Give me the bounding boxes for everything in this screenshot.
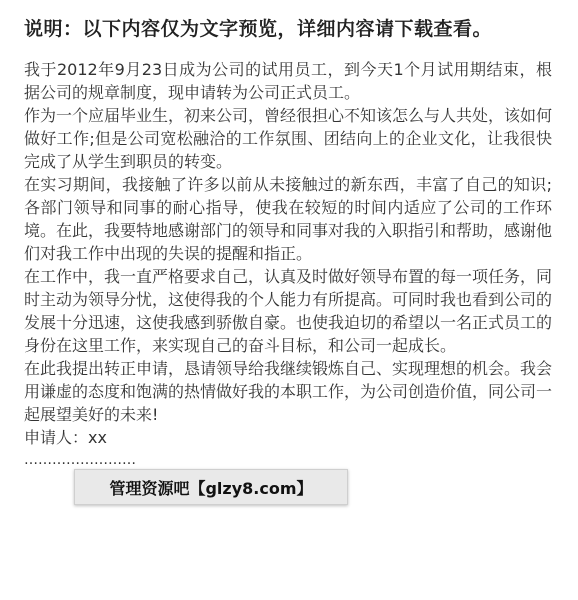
paragraph-internship-thanks: 在实习期间，我接触了许多以前从未接触过的新东西，丰富了自己的知识;各部门领导和同事的耐心指导，使我在较短的时间内适应了公司的工作环境。在此，我要特地感谢部门的领导和同事对我的入职指引和帮助，感谢他们对我工作中出现的失误的提醒和指正。	[24, 175, 553, 263]
ellipsis-separator: ……………………	[24, 452, 136, 468]
paragraph-work-performance: 在工作中，我一直严格要求自己，认真及时做好领导布置的每一项任务，同时主动为领导分忧，这使得我的个人能力有所提高。可同时我也看到公司的发展十分迅速，这使我感到骄傲自豪。也使我迫切的希望以一名正式员工的身份在这里工作，来实现自己的奋斗目标，和公司一起成长。	[24, 267, 553, 355]
paragraph-application-request: 在此我提出转正申请，恳请领导给我继续锻炼自己、实现理想的机会。我会用谦虚的态度和饱满的热情做好我的本职工作，为公司创造价值，同公司一起展望美好的未来!	[24, 359, 553, 424]
document-body	[24, 58, 552, 472]
preview-notice-heading: 说明：以下内容仅为文字预览，详细内容请下载查看。	[24, 18, 493, 40]
watermark-banner: 管理资源吧【glzy8.com】	[74, 469, 348, 505]
paragraph-graduate-transition: 作为一个应届毕业生，初来公司，曾经很担心不知该怎么与人共处，该如何做好工作;但是公司宽松融洽的工作氛围、团结向上的企业文化，让我很快完成了从学生到职员的转变。	[24, 106, 553, 171]
applicant-signature: 申请人：xx	[24, 428, 107, 447]
paragraph-probation-end: 我于2012年9月23日成为公司的试用员工，到今天1个月试用期结束，根据公司的规章制度，现申请转为公司正式员工。	[24, 60, 552, 102]
